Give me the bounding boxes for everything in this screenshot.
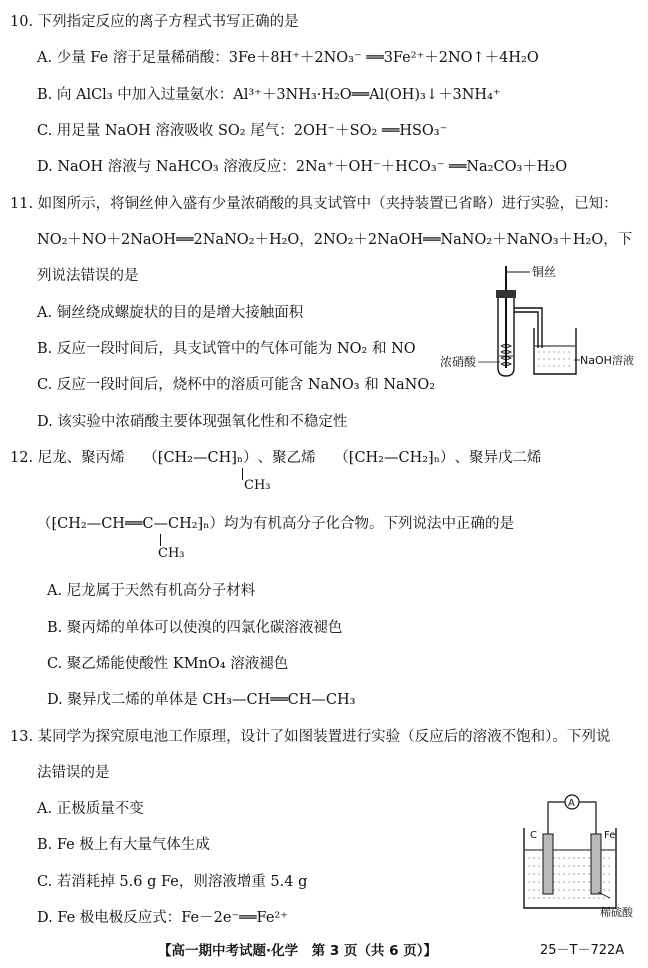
acid-label: 浓硝酸 [440, 355, 477, 369]
footer-code: 25－T－722A [540, 943, 625, 958]
polypropylene-branch: CH₃ [244, 478, 271, 493]
q13-option-a: A. 正极质量不变 [37, 801, 144, 817]
q10-option-d: D. NaOH 溶液与 NaHCO₃ 溶液反应：2Na⁺＋OH⁻＋HCO₃⁻ ══Na₂CO₃＋H₂O [37, 159, 568, 175]
q10-option-a: A. 少量 Fe 溶于足量稀硝酸：3Fe＋8H⁺＋2NO₃⁻ ══3Fe²⁺＋2NO↑＋4H₂O [37, 50, 539, 66]
q13-option-d: D. Fe 极电极反应式：Fe－2e⁻══Fe²⁺ [37, 910, 288, 926]
ammeter-label: A [568, 798, 575, 809]
q12-option-b: B. 聚丙烯的单体可以使溴的四氯化碳溶液褪色 [47, 620, 343, 636]
q10-stem: 10. 下列指定反应的离子方程式书写正确的是 [10, 14, 299, 30]
q12-stem-line1 [10, 449, 541, 467]
q12-stem-part3: 、聚异戊二烯 [454, 450, 542, 466]
q11-option-c: C. 反应一段时间后，烧杯中的溶质可能含 NaNO₃ 和 NaNO₂ [37, 377, 436, 393]
polyethylene-formula: （⁅CH₂—CH₂⁆ₙ） [334, 450, 455, 466]
q13-galvanic-cell-figure [512, 788, 640, 918]
q11-stem-line3: 列说法错误的是 [37, 268, 139, 284]
q11-option-b: B. 反应一段时间后，具支试管中的气体可能为 NO₂ 和 NO [37, 341, 416, 357]
q11-option-a: A. 铜丝绕成螺旋状的目的是增大接触面积 [37, 305, 304, 321]
q12-stem-part1: 12. 尼龙、聚丙烯 [10, 450, 125, 466]
iron-electrode-label: Fe [604, 830, 616, 841]
q13-option-c: C. 若消耗掉 5.6 g Fe，则溶液增重 5.4 g [37, 874, 308, 890]
q12-option-a: A. 尼龙属于天然有机高分子材料 [47, 583, 256, 599]
dilute-sulfuric-acid-label: 稀硫酸 [600, 906, 633, 918]
naoh-solution-label: NaOH溶液 [580, 354, 634, 367]
carbon-electrode-label: C [530, 830, 537, 841]
q11-stem-line2: NO₂＋NO＋2NaOH══2NaNO₂＋H₂O，2NO₂＋2NaOH══NaNO₂＋NaNO₃＋H₂O，下 [37, 232, 633, 248]
q10-option-b: B. 向 AlCl₃ 中加入过量氨水：Al³⁺＋3NH₃·H₂O══Al(OH)₃↓＋3NH₄⁺ [37, 87, 501, 103]
polyisoprene-formula: （⁅CH₂—CH══C—CH₂⁆ₙ） [37, 516, 224, 532]
q12-stem-line2 [37, 515, 514, 533]
q12-option-d: D. 聚异戊二烯的单体是 CH₃—CH══CH—CH₃ [47, 692, 356, 708]
q13-option-b: B. Fe 极上有大量气体生成 [37, 837, 210, 853]
q10-option-c: C. 用足量 NaOH 溶液吸收 SO₂ 尾气：2OH⁻＋SO₂ ══HSO₃⁻ [37, 123, 448, 139]
polypropylene-formula: （⁅CH₂—CH⁆ₙ） [143, 450, 258, 466]
q11-option-d: D. 该实验中浓硝酸主要体现强氧化性和不稳定性 [37, 414, 348, 430]
q11-apparatus-figure [438, 262, 638, 380]
q12-stem-part4: 均为有机高分子化合物。下列说法中正确的是 [224, 516, 514, 532]
polyisoprene-branch: CH₃ [158, 546, 185, 561]
q11-stem-line1: 11. 如图所示，将铜丝伸入盛有少量浓硝酸的具支试管中（夹持装置已省略）进行实验，已知： [10, 196, 618, 212]
q12-option-c: C. 聚乙烯能使酸性 KMnO₄ 溶液褪色 [47, 656, 289, 672]
q13-stem-line1: 13. 某同学为探究原电池工作原理，设计了如图装置进行实验（反应后的溶液不饱和）。下列说 [10, 729, 611, 745]
q12-stem-part2: 、聚乙烯 [257, 450, 316, 466]
polyisoprene-branch-bond [160, 534, 162, 546]
footer-title: 【高一期中考试题·化学 第 3 页（共 6 页）】 [158, 943, 437, 959]
q13-stem-line2: 法错误的是 [37, 765, 110, 781]
copper-wire-label: 铜丝 [532, 265, 557, 279]
